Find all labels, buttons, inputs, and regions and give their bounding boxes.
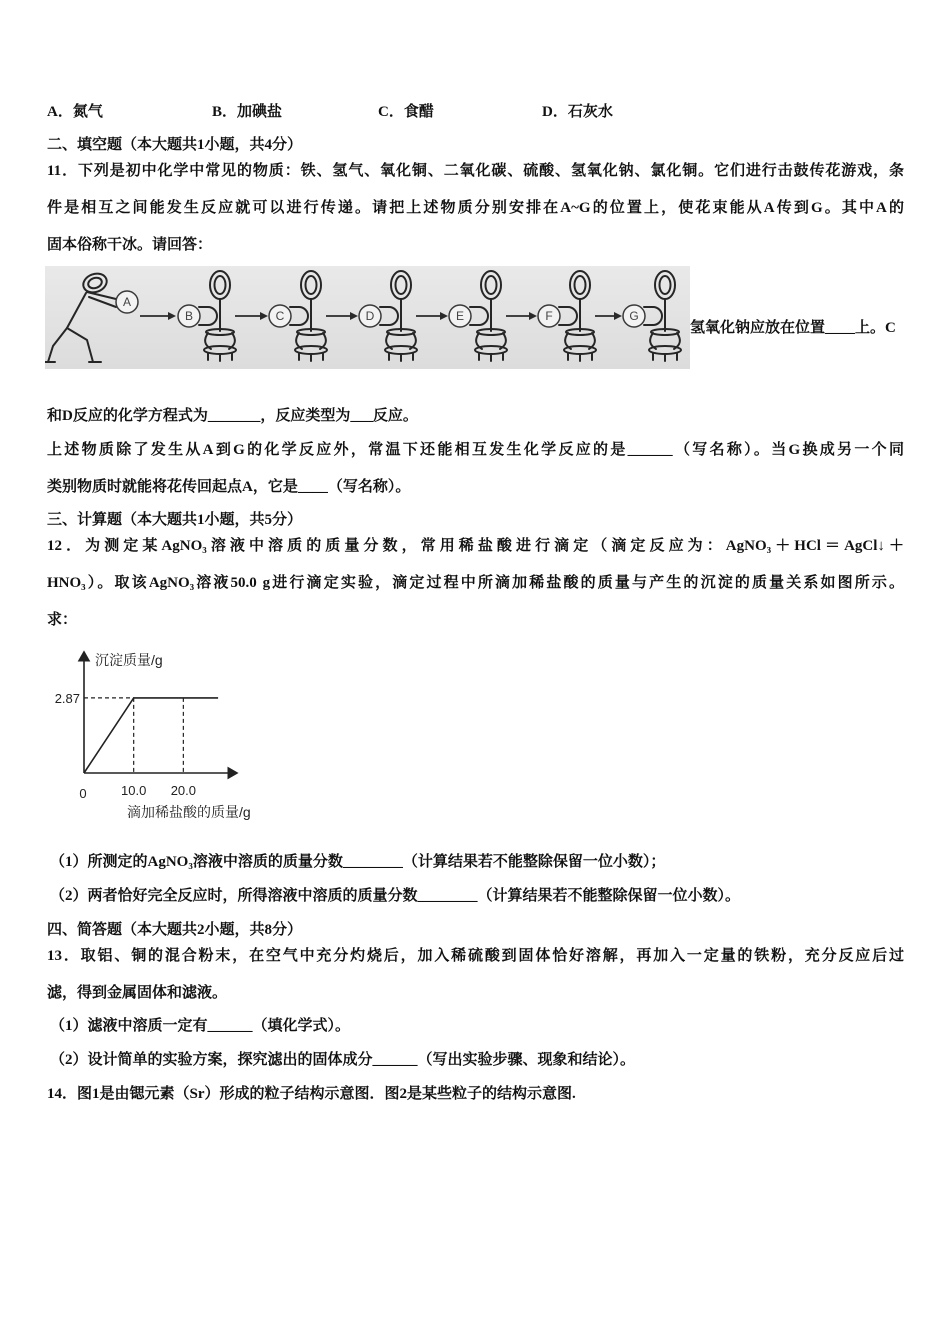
position-label-d: D xyxy=(365,309,375,323)
q14-stem: 14．图1是由锶元素（Sr）形成的粒子结构示意图．图2是某些粒子的结构示意图. xyxy=(47,1086,576,1102)
q10-option-c: C．食醋 xyxy=(378,104,434,120)
q11-after-line-1: 和D反应的化学方程式为_______，反应类型为___反应。 xyxy=(47,408,418,424)
section-heading-short-answer: 四、简答题（本大题共2小题，共8分） xyxy=(47,922,303,938)
section-heading-calculation: 三、计算题（本大题共1小题，共5分） xyxy=(47,512,303,528)
q11-stem-line-3: 固本俗称干冰。请回答： xyxy=(47,237,213,253)
q12-part-1: （1）所测定的AgNO₃溶液中溶质的质量分数________（计算结果若不能整除保留一位小数）； xyxy=(50,854,666,870)
q13-stem-line-1: 13．取铝、铜的混合粉末，在空气中充分灼烧后，加入稀硫酸到固体恰好溶解，再加入一定量的铁粉，充分反应后过 xyxy=(47,948,904,964)
position-label-e: E xyxy=(455,309,465,323)
q13-part-2: （2）设计简单的实验方案，探究滤出的固体成分______（写出实验步骤、现象和结论）。 xyxy=(50,1052,636,1068)
position-label-c: C xyxy=(275,309,285,323)
q12-stem-line-1: 12．为测定某AgNO₃溶液中溶质的质量分数，常用稀盐酸进行滴定（滴定反应为：AgNO₃＋HCl＝AgCl↓＋ xyxy=(47,538,904,554)
pass-the-flower-game-illustration xyxy=(45,266,690,369)
q13-stem-line-2: 滤，得到金属固体和滤液。 xyxy=(47,985,228,1001)
position-label-f: F xyxy=(545,309,553,323)
q11-stem-line-2: 件是相互之间能发生反应就可以进行传递。请把上述物质分别安排在A~G的位置上，使花束能从A传到G。其中A的 xyxy=(47,200,904,216)
q11-stem-line-1: 11．下列是初中化学中常见的物质：铁、氢气、氧化铜、二氧化碳、硫酸、氢氧化钠、氯化铜。它们进行击鼓传花游戏，条 xyxy=(47,163,904,179)
y-axis-label: 沉淀质量/g xyxy=(95,652,163,668)
q10-option-b: B．加碘盐 xyxy=(212,104,283,120)
q11-after-line-3: 类别物质时就能将花传回起点A，它是____（写名称）。 xyxy=(47,479,411,495)
game-illustration-svg xyxy=(45,266,690,369)
q10-option-d: D．石灰水 xyxy=(542,104,613,120)
precipitate-mass-chart xyxy=(40,640,285,828)
x-axis-label: 滴加稀盐酸的质量/g xyxy=(127,804,251,820)
chart-svg xyxy=(40,640,285,828)
q12-stem-line-2: HNO₃）。取该AgNO₃溶液50.0 g进行滴定实验，滴定过程中所滴加稀盐酸的质量与产生的沉淀的质量关系如图所示。 xyxy=(47,575,904,591)
q12-part-2: （2）两者恰好完全反应时，所得溶液中溶质的质量分数________（计算结果若不能整除保留一位小数）。 xyxy=(50,888,741,904)
chart-guide-lines xyxy=(84,698,183,773)
chart-tick-labels xyxy=(55,691,196,801)
x-tick-label-2: 20.0 xyxy=(170,783,197,798)
origin-label: 0 xyxy=(79,786,87,801)
y-tick-label-1: 2.87 xyxy=(54,690,80,706)
q13-part-1: （1）滤液中溶质一定有______（填化学式）。 xyxy=(50,1018,351,1034)
section-heading-fill-in: 二、填空题（本大题共1小题，共4分） xyxy=(47,137,303,153)
q11-after-line-2: 上述物质除了发生从A到G的化学反应外，常温下还能相互发生化学反应的是______（写名称）。当G换成另一个同 xyxy=(47,442,904,458)
q12-stem-line-3: 求： xyxy=(47,612,78,628)
position-label-a: A xyxy=(122,295,132,309)
series-line-precipitate xyxy=(84,698,218,773)
x-tick-label-1: 10.0 xyxy=(121,783,147,798)
q10-option-a: A．氮气 xyxy=(47,104,103,120)
q11-beside-figure-text: 氢氧化钠应放在位置____上。C xyxy=(690,320,896,336)
position-label-b: B xyxy=(184,309,194,323)
position-label-g: G xyxy=(629,309,639,323)
